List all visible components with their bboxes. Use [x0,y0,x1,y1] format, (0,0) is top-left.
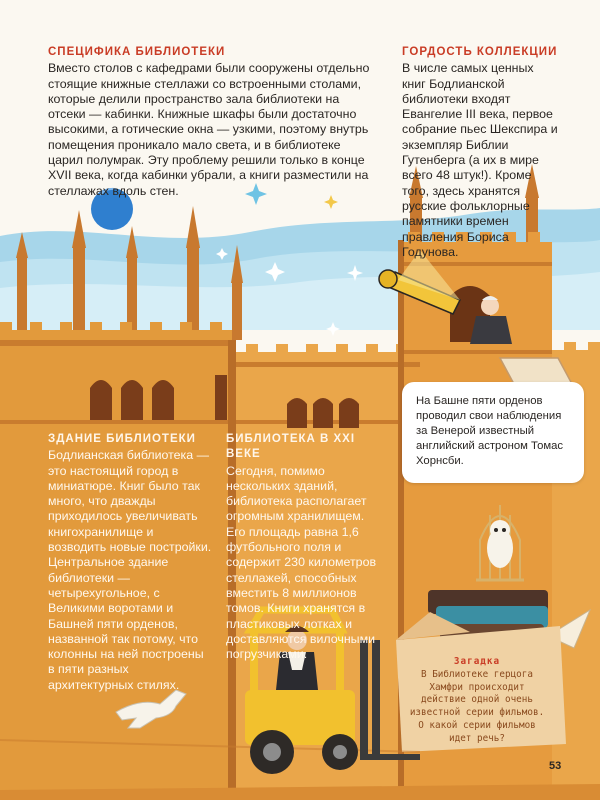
astronomer-note: На Башне пяти орденов проводил свои наблюдения за Венерой известный английский астроном Томас Хорнсби. [402,382,584,483]
specifics-title: СПЕЦИФИКА БИБЛИОТЕКИ [48,46,226,58]
owl [487,520,513,568]
riddle-text: В Библиотеке герцога Хамфри происходит действие одной очень известной серии фильмов. О какой серии фильмов идет речь? [409,668,545,744]
riddle-panel [408,656,546,746]
page-number: 53 [549,760,562,772]
specifics-section [48,45,378,199]
specifics-text: Вместо столов с кафедрами были сооружены отдельно стоящие книжные стеллажи со встроенными столами, которые делили пространство зала библиотеки на отсеки — кабинки. Книжные шкафы были достаточно высокими, а готические окна — узкими, поэтому внутрь помещения проникало мало света, и в библиотеке царил полумрак. Эту проблему решили только в конце XVII века, когда кабинки убрали, а книги разместили на стеллажах вдоль стен. [48,61,370,198]
building-text: Бодлианская библиотека — это настоящий город в миниатюре. Книг было так много, что дважды приходилось увеличивать книгохранилище и возводить новые постройки. Центральное здание библиотеки — четырехугольное, с Великими воротами и Башней пяти орденов, названной так потому, что колонны на ней построены в пяти разных архитектурных стилях. [48,448,212,692]
riddle-title: Загадка [453,656,501,667]
collection-pride-text: В числе самых ценных книг Бодлианской библиотеки входят Евангелие III века, первое собрание пьес Шекспира и экземпляр Библии Гутенберга (а их в мире всего 48 штук!). Кроме того, здесь хранятся русские фольклорные памятники времен правления Бориса Годунова. [402,61,558,259]
building-section [48,432,213,693]
collection-pride-title: ГОРДОСТЬ КОЛЛЕКЦИИ [402,46,558,58]
modern-library-text: Сегодня, помимо нескольких зданий, библиотека располагает огромным хранилищем. Его площадь равна 1,6 футбольного поля и содержит 230 километров стеллажей, способных вместить 8 миллионов томов. Книги хранятся в пластиковых лотках и доставляются вилочными погрузчиками. [226,463,377,662]
building-title: ЗДАНИЕ БИБЛИОТЕКИ [48,433,196,445]
collection-pride-section [402,45,560,260]
modern-library-title: БИБЛИОТЕКА В XXI ВЕКЕ [226,433,356,461]
modern-library-section [226,432,386,662]
